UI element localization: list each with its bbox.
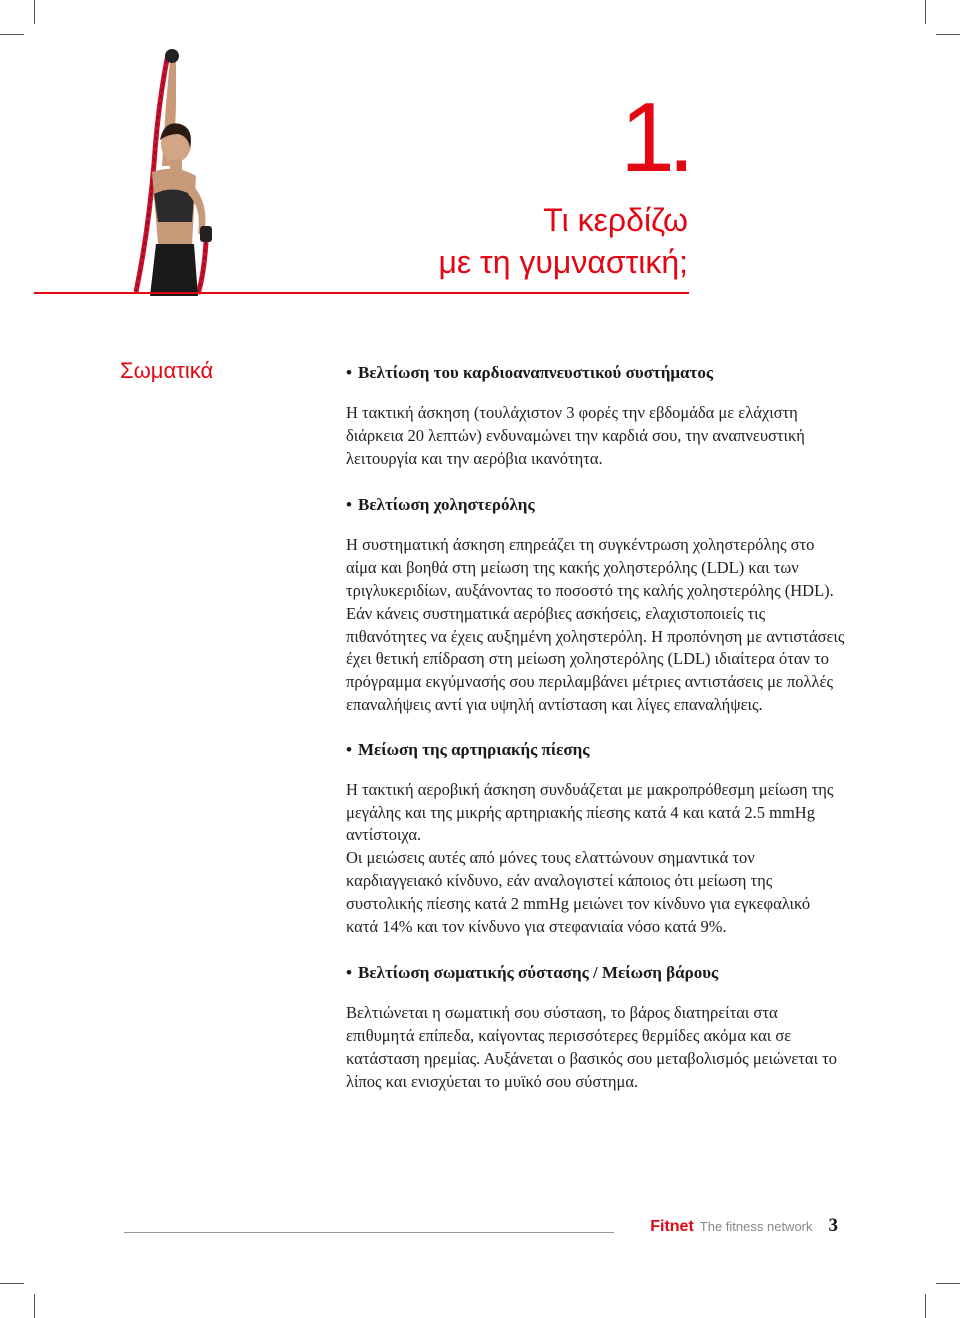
footer-divider [124,1232,614,1233]
crop-mark [0,34,24,35]
section-body-composition [346,962,846,1093]
section-heading [346,962,846,984]
crop-mark [0,1283,24,1284]
section-blood-pressure [346,739,846,939]
section-heading-text: Μείωση της αρτηριακής πίεσης [358,739,590,759]
chapter-title [438,200,688,283]
chapter-number: 1. [620,82,688,192]
crop-mark [925,1294,926,1318]
bullet-icon: • [346,363,352,382]
page-number: 3 [828,1215,838,1236]
footer [650,1215,838,1237]
athlete-image [118,44,228,296]
section-heading [346,362,846,384]
section-heading-text: Βελτίωση σωματικής σύστασης / Μείωση βάρους [358,963,719,983]
main-content [346,362,846,1116]
section-paragraph: Η τακτική άσκηση (τουλάχιστον 3 φορές την εβδομάδα με ελάχιστη διάρκεια 20 λεπτών) ενδυναμώνει την καρδιά σου, την αναπνευστική λειτουργία και την αερόβια ικανότητα. [346,403,805,468]
title-divider [34,292,689,294]
bullet-icon: • [346,963,352,983]
footer-tagline: The fitness network [699,1219,813,1234]
section-heading-text: Βελτίωση του καρδιοαναπνευστικού συστήματος [358,363,714,382]
section-heading [346,494,846,516]
crop-mark [936,34,960,35]
crop-mark [936,1283,960,1284]
bullet-icon: • [346,739,352,759]
section-paragraph: Οι μειώσεις αυτές από μόνες τους ελαττώνουν σημαντικά τον καρδιαγγειακό κίνδυνο, εάν αναλογιστεί κάποιος ότι μείωση της συστολικής πίεσης κατά 2 mmHg μειώνει τον κίνδυνο για εγκεφαλικό κατά 14% και τον κίνδυνο για στεφανιαία νόσο κατά 9%. [346,848,811,936]
section-paragraph: Βελτιώνεται η σωματική σου σύσταση, το βάρος διατηρείται στα επιθυμητά επίπεδα, καίγοντας περισσότερες θερμίδες ακόμα και σε κατάσταση ηρεμίας. Αυξάνεται ο βασικός σου μεταβολισμός μειώνεται το λίπος και ενισχύεται το μυϊκό σου σύστημα. [346,1003,838,1091]
section-cholesterol [346,494,846,716]
section-paragraph: Η συστηματική άσκηση επηρεάζει τη συγκέντρωση χοληστερόλης στο αίμα και βοηθά στη μείωση της κακής χοληστερόλης (LDL) και των τριγλυκεριδίων, αυξάνοντας το ποσοστό της καλής χοληστερόλης (HDL). Εάν κάνεις συστηματικά αερόβιες ασκήσεις, ελαχιστοποιείς τις πιθανότητες να έχεις αυξημένη χοληστερόλη. Η προπόνηση με αντιστάσεις έχει θετική επίδραση στη μείωση χοληστερόλης (LDL) ιδιαίτερα όταν το πρόγραμμα εκγύμνασής σου περιλαμβάνει μέτριες αντιστάσεις με πολλές επαναλήψεις αντί για υψηλή αντίσταση και λίγες επαναλήψεις. [346,535,845,714]
section-cardio [346,362,846,470]
chapter-title-line-1: Τι κερδίζω [543,202,688,238]
bullet-icon: • [346,495,352,515]
section-category-label: Σωματικά [120,358,214,383]
section-paragraph: Η τακτική αεροβική άσκηση συνδυάζεται με μακροπρόθεσμη μείωση της μεγάλης και της μικρής αρτηριακής πίεσης κατά 4 και κατά 2.5 mmHg αντίστοιχα. [346,779,834,845]
section-heading-text: Βελτίωση χοληστερόλης [358,495,535,515]
crop-mark [925,0,926,24]
chapter-title-line-2: με τη γυμναστική; [438,243,688,280]
section-heading [346,739,846,761]
footer-brand: Fitnet [650,1218,694,1235]
crop-mark [34,1294,35,1318]
crop-mark [34,0,35,24]
